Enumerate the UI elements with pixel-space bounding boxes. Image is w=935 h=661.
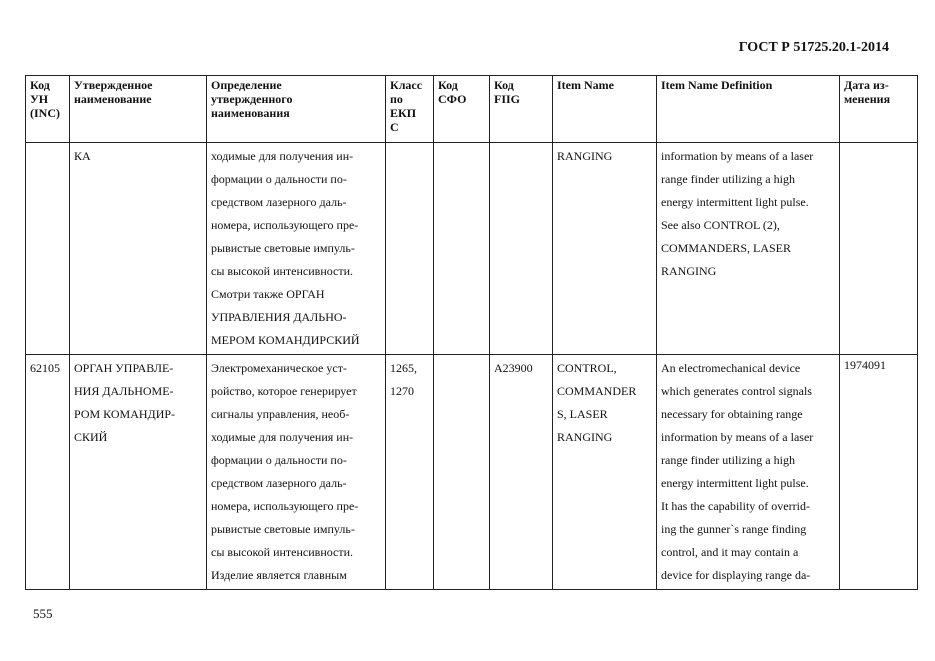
nomenclature-table <box>25 75 918 590</box>
column-header-line: наименование <box>74 92 152 106</box>
definition-cell <box>207 143 386 355</box>
column-header-line: Код <box>438 78 458 92</box>
class-cell <box>386 355 434 590</box>
fiig-cell <box>490 355 553 590</box>
cell-line: рывистые световые импуль- <box>211 241 355 255</box>
cell-line: RANGING <box>557 149 613 163</box>
fiig-cell <box>490 143 553 355</box>
cell-line: range finder utilizing a high <box>661 172 795 186</box>
column-header-line: Код <box>30 78 50 92</box>
column-header-line: по <box>390 92 403 106</box>
cell-line: НИЯ ДАЛЬНОМЕ- <box>74 384 174 398</box>
column-header <box>26 76 70 143</box>
cell-line: A23900 <box>494 361 533 375</box>
column-header-line: ЕКП <box>390 106 417 120</box>
cell-line: ройство, которое генерирует <box>211 384 357 398</box>
column-header-line: FIIG <box>494 92 521 106</box>
column-header-line: Класс <box>390 78 423 92</box>
column-header-line: Item Name <box>557 78 614 92</box>
column-header <box>386 76 434 143</box>
inc-cell <box>26 143 70 355</box>
inc-cell <box>26 355 70 590</box>
cell-line: information by means of a laser <box>661 149 814 163</box>
cell-line: 1265, <box>390 361 417 375</box>
cell-line: An electromechanical device <box>661 361 801 375</box>
approved-name-cell <box>70 355 207 590</box>
cell-line: УПРАВЛЕНИЯ ДАЛЬНО- <box>211 310 347 324</box>
table-row <box>26 143 918 355</box>
page-number: 555 <box>33 606 53 621</box>
cell-line: information by means of a laser <box>661 430 814 444</box>
class-cell <box>386 143 434 355</box>
cell-line: energy intermittent light pulse. <box>661 195 809 209</box>
column-header-line: Утвержденное <box>74 78 153 92</box>
cell-line: See also CONTROL (2), <box>661 218 780 232</box>
cell-line: ing the gunner`s range finding <box>661 522 807 536</box>
cell-line: COMMANDER <box>557 384 637 398</box>
date-cell <box>840 143 918 355</box>
sfo-cell <box>434 143 490 355</box>
column-header-line: Код <box>494 78 514 92</box>
column-header <box>657 76 840 143</box>
cell-line: сы высокой интенсивности. <box>211 264 354 278</box>
column-header-line: менения <box>844 92 891 106</box>
cell-line: 62105 <box>30 361 60 375</box>
column-header <box>553 76 657 143</box>
item-name-cell <box>553 143 657 355</box>
column-header-line: наименования <box>211 106 290 120</box>
cell-line: средством лазерного даль- <box>211 195 347 209</box>
cell-line: range finder utilizing a high <box>661 453 795 467</box>
column-header <box>840 76 918 143</box>
item-definition-cell <box>657 143 840 355</box>
cell-line: RANGING <box>557 430 613 444</box>
column-header-line: УН <box>30 92 49 106</box>
cell-line: формации о дальности по- <box>211 453 347 467</box>
table-row <box>26 355 918 590</box>
cell-line: Электромеханическое уст- <box>211 361 347 375</box>
cell-line: формации о дальности по- <box>211 172 347 186</box>
cell-line: COMMANDERS, LASER <box>661 241 792 255</box>
column-header-line: Дата из- <box>844 78 889 92</box>
cell-line: КА <box>74 149 91 163</box>
cell-line: ходимые для получения ин- <box>211 430 354 444</box>
item-definition-cell <box>657 355 840 590</box>
cell-line: necessary for obtaining range <box>661 407 803 421</box>
date-cell <box>840 355 918 590</box>
cell-line: It has the capability of overrid- <box>661 499 810 513</box>
cell-line: средством лазерного даль- <box>211 476 347 490</box>
cell-line: device for displaying range da- <box>661 568 811 582</box>
cell-line: РОМ КОМАНДИР- <box>74 407 176 421</box>
column-header-line: (INC) <box>30 106 60 120</box>
column-header-line: утвержденного <box>211 92 293 106</box>
sfo-cell <box>434 355 490 590</box>
cell-line: СКИЙ <box>74 430 108 444</box>
cell-line: сы высокой интенсивности. <box>211 545 354 559</box>
cell-line: номера, использующего пре- <box>211 499 359 513</box>
column-header-line: С <box>390 120 399 134</box>
cell-line: Смотри также ОРГАН <box>211 287 325 301</box>
cell-line: which generates control signals <box>661 384 812 398</box>
column-header <box>70 76 207 143</box>
cell-line: control, and it may contain a <box>661 545 799 559</box>
cell-line: ходимые для получения ин- <box>211 149 354 163</box>
cell-line: МЕРОМ КОМАНДИРСКИЙ <box>211 333 360 347</box>
cell-line: номера, использующего пре- <box>211 218 359 232</box>
cell-line: рывистые световые импуль- <box>211 522 355 536</box>
cell-line: energy intermittent light pulse. <box>661 476 809 490</box>
cell-line: 1974091 <box>844 358 886 372</box>
cell-line: ОРГАН УПРАВЛЕ- <box>74 361 174 375</box>
approved-name-cell <box>70 143 207 355</box>
column-header <box>207 76 386 143</box>
document-header: ГОСТ Р 51725.20.1-2014 <box>738 40 889 55</box>
column-header-line: СФО <box>438 92 467 106</box>
header-row <box>26 76 918 143</box>
cell-line: Изделие является главным <box>211 568 347 582</box>
column-header-line: Определение <box>211 78 282 92</box>
column-header <box>490 76 553 143</box>
cell-line: сигналы управления, необ- <box>211 407 350 421</box>
column-header <box>434 76 490 143</box>
cell-line: CONTROL, <box>557 361 617 375</box>
column-header-line: Item Name Definition <box>661 78 773 92</box>
cell-line: 1270 <box>390 384 414 398</box>
item-name-cell <box>553 355 657 590</box>
definition-cell <box>207 355 386 590</box>
cell-line: S, LASER <box>557 407 608 421</box>
cell-line: RANGING <box>661 264 717 278</box>
